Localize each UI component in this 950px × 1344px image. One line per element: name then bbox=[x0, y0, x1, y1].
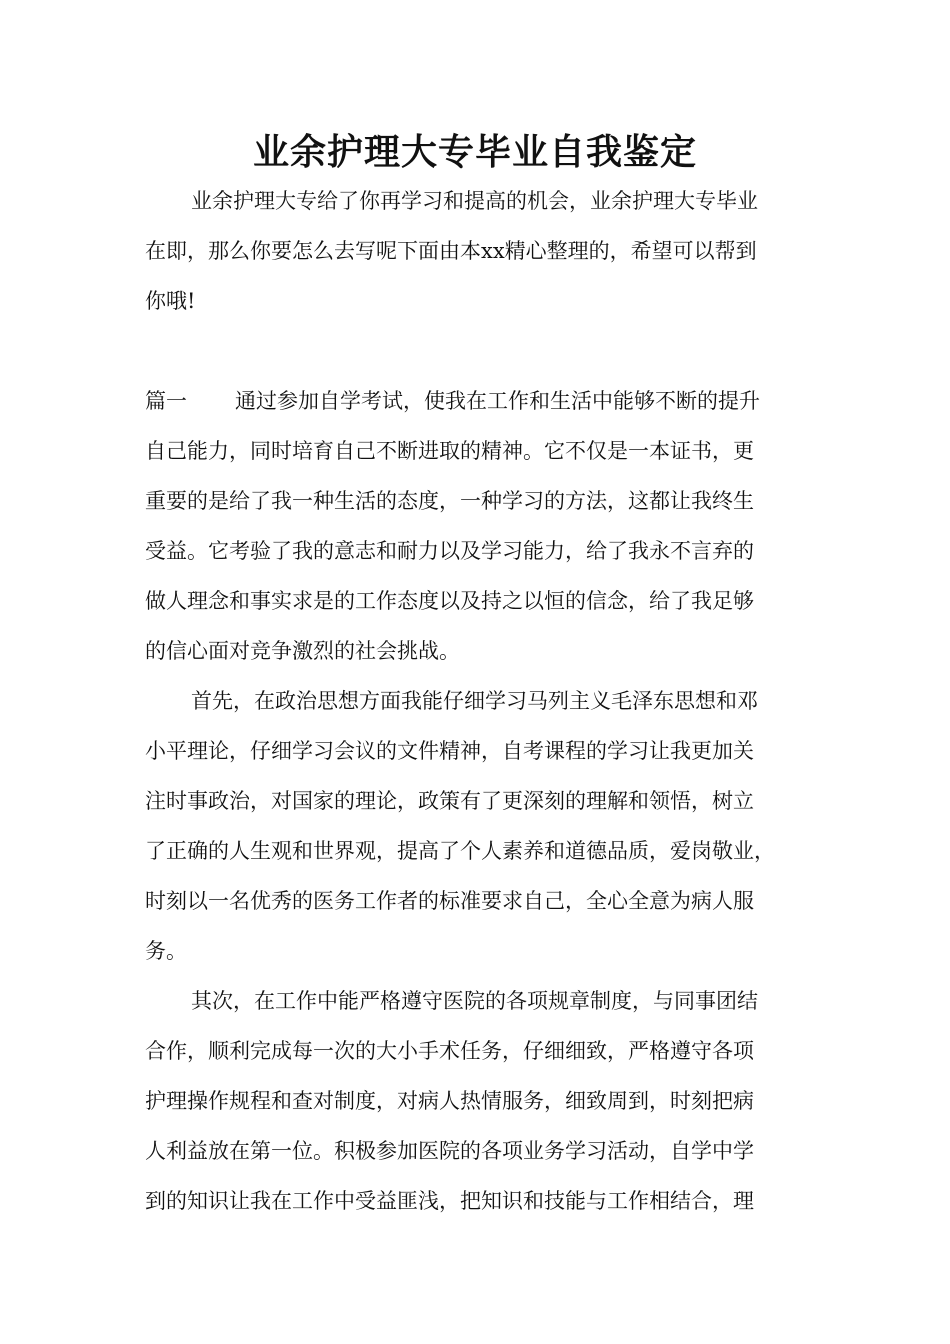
para2-line-6: 务。 bbox=[145, 939, 187, 963]
section1-line-2: 自己能力，同时培育自己不断进取的精神。它不仅是一本证书，更 bbox=[145, 439, 754, 463]
para3-line-1: 其次，在工作中能严格遵守医院的各项规章制度，与同事团结 bbox=[191, 989, 758, 1013]
section1-line-6: 的信心面对竞争激烈的社会挑战。 bbox=[145, 639, 460, 663]
para2-line-2: 小平理论，仔细学习会议的文件精神，自考课程的学习让我更加关 bbox=[145, 739, 754, 763]
intro-line-3: 你哦! bbox=[145, 289, 196, 313]
section-label: 篇一 bbox=[145, 389, 187, 413]
para2-line-1: 首先，在政治思想方面我能仔细学习马列主义毛泽东思想和邓 bbox=[191, 689, 758, 713]
section1-line-1: 通过参加自学考试，使我在工作和生活中能够不断的提升 bbox=[235, 389, 760, 413]
para2-line-5: 时刻以一名优秀的医务工作者的标准要求自己，全心全意为病人服 bbox=[145, 889, 754, 913]
intro-line-2: 在即，那么你要怎么去写呢下面由本xx精心整理的，希望可以帮到 bbox=[145, 239, 757, 263]
section1-line-4: 受益。它考验了我的意志和耐力以及学习能力，给了我永不言弃的 bbox=[145, 539, 754, 563]
section1-line-3: 重要的是给了我一种生活的态度，一种学习的方法，这都让我终生 bbox=[145, 489, 754, 513]
para2-line-4: 了正确的人生观和世界观，提高了个人素养和道德品质，爱岗敬业， bbox=[145, 839, 775, 863]
para3-line-5: 到的知识让我在工作中受益匪浅，把知识和技能与工作相结合，理 bbox=[145, 1189, 754, 1213]
para2-line-3: 注时事政治，对国家的理论，政策有了更深刻的理解和领悟，树立 bbox=[145, 789, 754, 813]
para3-line-2: 合作，顺利完成每一次的大小手术任务，仔细细致，严格遵守各项 bbox=[145, 1039, 754, 1063]
intro-line-1: 业余护理大专给了你再学习和提高的机会，业余护理大专毕业 bbox=[191, 189, 758, 213]
para3-line-3: 护理操作规程和查对制度，对病人热情服务，细致周到，时刻把病 bbox=[145, 1089, 754, 1113]
section1-line-5: 做人理念和事实求是的工作态度以及持之以恒的信念，给了我足够 bbox=[145, 589, 754, 613]
para3-line-4: 人利益放在第一位。积极参加医院的各项业务学习活动，自学中学 bbox=[145, 1139, 754, 1163]
document-title: 业余护理大专毕业自我鉴定 bbox=[252, 132, 697, 173]
